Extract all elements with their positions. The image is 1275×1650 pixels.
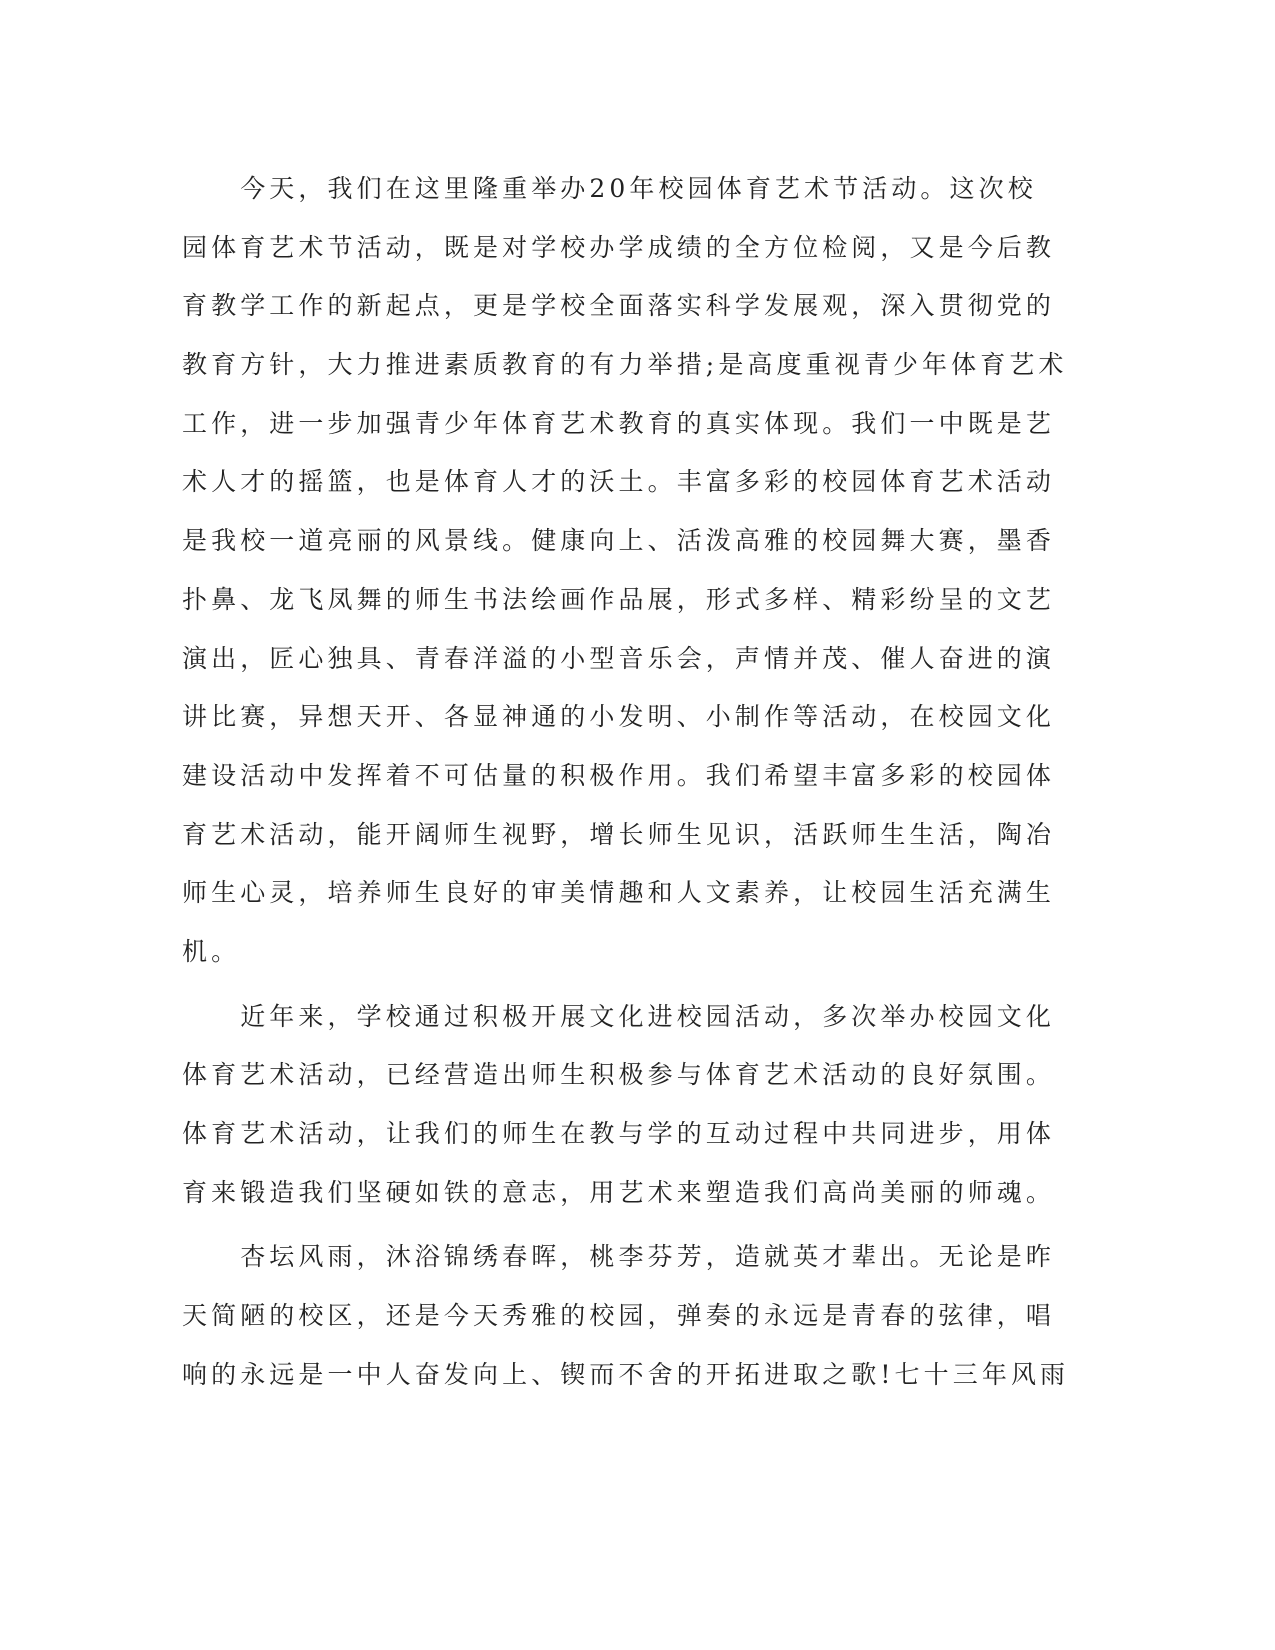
- paragraph-3: [182, 1228, 1070, 1404]
- text-line: 育艺术活动，能开阔师生视野，增长师生见识，活跃师生生活，陶冶: [182, 819, 1056, 849]
- text-line: 师生心灵，培养师生良好的审美情趣和人文素养，让校园生活充满生: [182, 878, 1056, 908]
- text-line: 响的永远是一中人奋发向上、锲而不舍的开拓进取之歌!七十三年风雨: [182, 1359, 1070, 1389]
- body-text: [182, 160, 1070, 1404]
- text-line: 体育艺术活动，让我们的师生在教与学的互动过程中共同进步，用体: [182, 1119, 1056, 1148]
- text-line: 是我校一道亮丽的风景线。健康向上、活泼高雅的校园舞大赛，墨香: [182, 526, 1056, 556]
- text-line: 体育艺术活动，已经营造出师生积极参与体育艺术活动的良好氛围。: [182, 1060, 1056, 1090]
- text-line: 育来锻造我们坚硬如铁的意志，用艺术来塑造我们高尚美丽的师魂。: [182, 1177, 1056, 1207]
- text-line: 演出，匠心独具、青春洋溢的小型音乐会，声情并茂、催人奋进的演: [182, 643, 1056, 673]
- text-line: 扑鼻、龙飞凤舞的师生书法绘画作品展，形式多样、精彩纷呈的文艺: [182, 584, 1056, 614]
- paragraph-1: [182, 160, 1068, 982]
- text-line: 园体育艺术节活动，既是对学校办学成绩的全方位检阅，又是今后教: [182, 232, 1056, 262]
- text-line: 术人才的摇篮，也是体育人才的沃土。丰富多彩的校园体育艺术活动: [182, 467, 1056, 497]
- paragraph-2: [182, 988, 1056, 1223]
- text-line: 近年来，学校通过积极开展文化进校园活动，多次举办校园文化: [182, 1001, 1056, 1031]
- text-line: 杏坛风雨，沐浴锦绣春晖，桃李芬芳，造就英才辈出。无论是昨: [182, 1242, 1056, 1272]
- text-line: 天简陋的校区，还是今天秀雅的校园，弹奏的永远是青春的弦律，唱: [182, 1301, 1056, 1331]
- text-line: 机。: [182, 936, 241, 966]
- text-line: 工作，进一步加强青少年体育艺术教育的真实体现。我们一中既是艺: [182, 408, 1056, 438]
- text-line: 讲比赛，异想天开、各显神通的小发明、小制作等活动，在校园文化: [182, 702, 1056, 732]
- text-line: 今天，我们在这里隆重举办20年校园体育艺术节活动。这次校: [182, 174, 1037, 203]
- text-line: 育教学工作的新起点，更是学校全面落实科学发展观，深入贯彻党的: [182, 291, 1056, 321]
- text-line: 教育方针，大力推进素质教育的有力举措;是高度重视青少年体育艺术: [182, 350, 1068, 380]
- text-line: 建设活动中发挥着不可估量的积极作用。我们希望丰富多彩的校园体: [182, 760, 1056, 790]
